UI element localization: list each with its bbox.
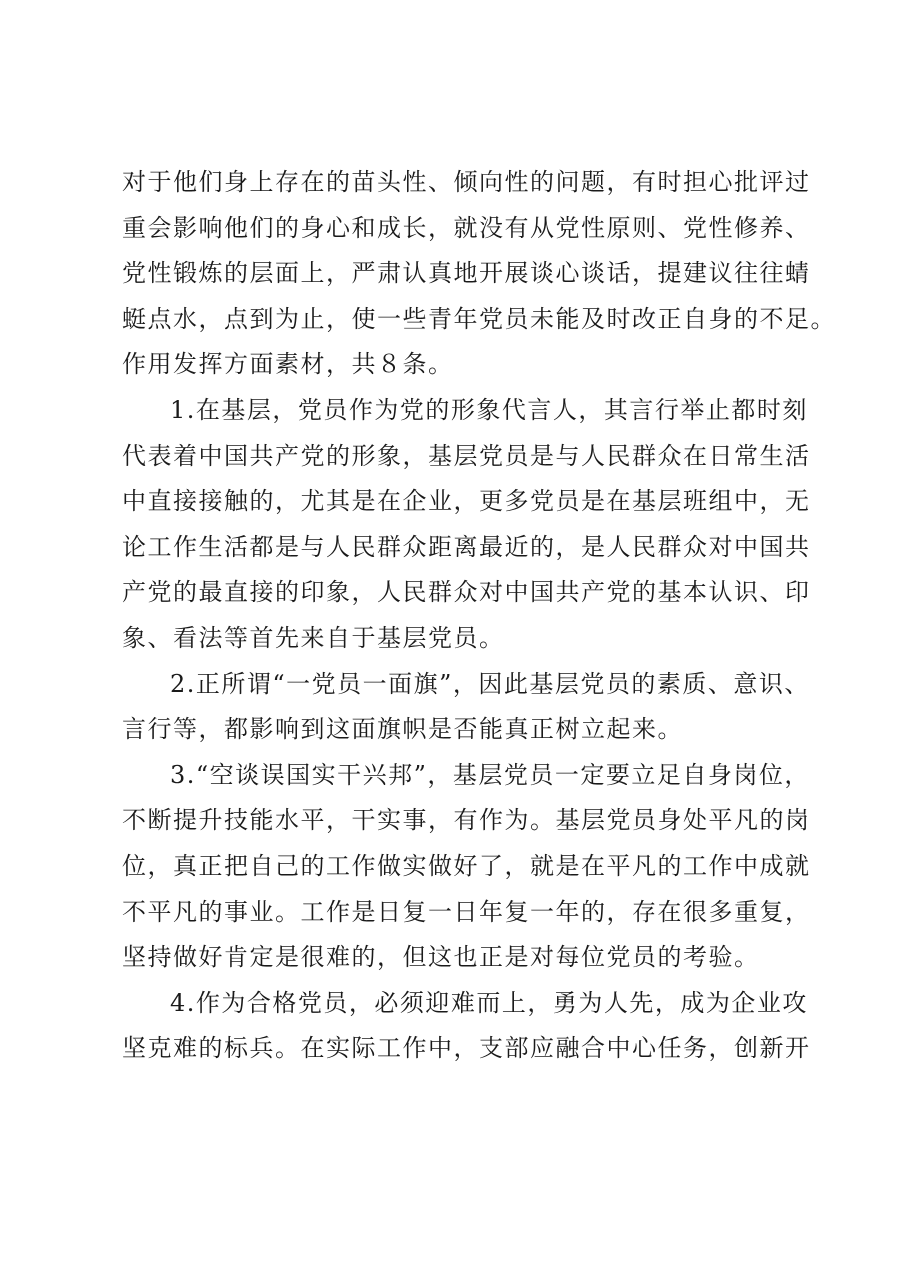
text-line: 重会影响他们的身心和成长，就没有从党性原则、党性修养、 bbox=[122, 213, 811, 242]
text-line: 位，真正把自己的工作做实做好了，就是在平凡的工作中成就 bbox=[122, 851, 811, 880]
paragraph-continued bbox=[122, 160, 836, 388]
text-line: 1.在基层，党员作为党的形象代言人，其言行举止都时刻 bbox=[170, 395, 808, 424]
paragraph-item-4 bbox=[122, 981, 811, 1072]
text-line: 蜓点水，点到为止，使一些青年党员未能及时改正自身的不足。 bbox=[122, 304, 836, 333]
text-line: 3.“空谈误国实干兴邦”，基层党员一定要立足自身岗位， bbox=[170, 760, 810, 789]
text-line: 代表着中国共产党的形象，基层党员是与人民群众在日常生活 bbox=[122, 441, 811, 470]
text-line: 中直接接触的，尤其是在企业，更多党员是在基层班组中，无 bbox=[122, 487, 811, 516]
paragraph-item-1 bbox=[122, 388, 811, 662]
text-line: 坚克难的标兵。在实际工作中，支部应融合中心任务，创新开 bbox=[122, 1034, 811, 1063]
text-line: 言行等，都影响到这面旗帜是否能真正树立起来。 bbox=[122, 715, 683, 744]
text-line: 不断提升技能水平，干实事，有作为。基层党员身处平凡的岗 bbox=[122, 806, 811, 835]
text-line: 2.正所谓“一党员一面旗”，因此基层党员的素质、意识、 bbox=[170, 669, 810, 698]
text-line: 不平凡的事业。工作是日复一日年复一年的，存在很多重复， bbox=[122, 897, 811, 926]
text-line: 4.作为合格党员，必须迎难而上，勇为人先，成为企业攻 bbox=[170, 988, 808, 1017]
text-line: 坚持做好肯定是很难的，但这也正是对每位党员的考验。 bbox=[122, 943, 760, 972]
paragraph-item-3 bbox=[122, 753, 811, 981]
text-line: 作用发挥方面素材，共８条。 bbox=[122, 350, 454, 379]
text-line: 党性锻炼的层面上，严肃认真地开展谈心谈话，提建议往往蜻 bbox=[122, 259, 811, 288]
text-line: 论工作生活都是与人民群众距离最近的，是人民群众对中国共 bbox=[122, 532, 811, 561]
text-line: 产党的最直接的印象，人民群众对中国共产党的基本认识、印 bbox=[122, 578, 811, 607]
paragraph-item-2 bbox=[122, 662, 810, 753]
text-line: 象、看法等首先来自于基层党员。 bbox=[122, 623, 505, 652]
text-line: 对于他们身上存在的苗头性、倾向性的问题，有时担心批评过 bbox=[122, 168, 811, 196]
document-body bbox=[122, 160, 836, 1072]
